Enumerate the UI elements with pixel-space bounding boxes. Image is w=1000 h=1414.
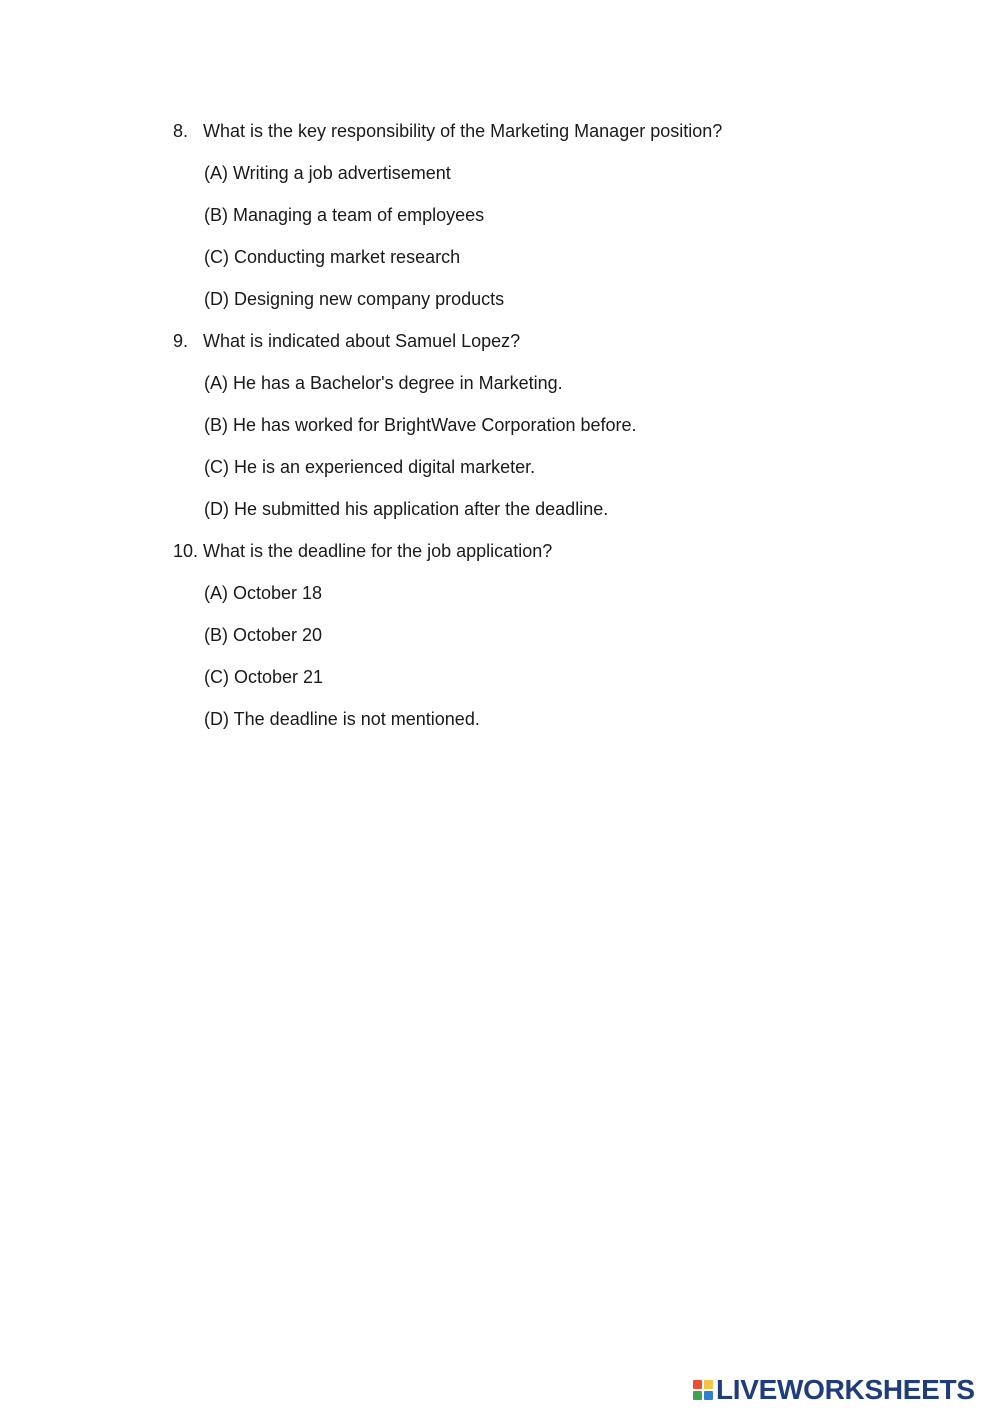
answer-option[interactable]: (D) He submitted his application after the deadline. xyxy=(204,499,609,519)
logo-square xyxy=(693,1380,702,1389)
answer-option[interactable]: (D) The deadline is not mentioned. xyxy=(204,709,480,729)
answer-option[interactable]: (C) Conducting market research xyxy=(204,247,461,267)
answer-option[interactable]: (C) He is an experienced digital marketer. xyxy=(204,457,536,477)
answer-option[interactable]: (B) Managing a team of employees xyxy=(204,205,485,225)
answer-option[interactable]: (A) He has a Bachelor's degree in Marketing. xyxy=(204,373,563,393)
logo-square xyxy=(693,1391,702,1400)
question-text: What is indicated about Samuel Lopez? xyxy=(203,331,521,351)
answer-option[interactable]: (D) Designing new company products xyxy=(204,289,505,309)
question-8 xyxy=(173,120,722,142)
logo-square xyxy=(704,1391,713,1400)
answer-option[interactable]: (B) He has worked for BrightWave Corporation before. xyxy=(204,415,637,435)
liveworksheets-brand xyxy=(693,1375,975,1405)
question-9 xyxy=(173,330,520,352)
question-text: What is the deadline for the job application? xyxy=(203,541,553,561)
liveworksheets-logo-icon xyxy=(693,1380,713,1400)
question-10 xyxy=(173,540,552,562)
question-number: 10. xyxy=(173,541,199,561)
answer-option[interactable]: (B) October 20 xyxy=(204,625,323,645)
brand-name: LIVEWORKSHEETS xyxy=(716,1374,975,1405)
question-text: What is the key responsibility of the Marketing Manager position? xyxy=(203,121,723,141)
question-number: 9. xyxy=(173,331,189,351)
answer-option[interactable]: (A) Writing a job advertisement xyxy=(204,163,451,183)
question-number: 8. xyxy=(173,121,189,141)
answer-option[interactable]: (C) October 21 xyxy=(204,667,324,687)
answer-option[interactable]: (A) October 18 xyxy=(204,583,323,603)
logo-square xyxy=(704,1380,713,1389)
